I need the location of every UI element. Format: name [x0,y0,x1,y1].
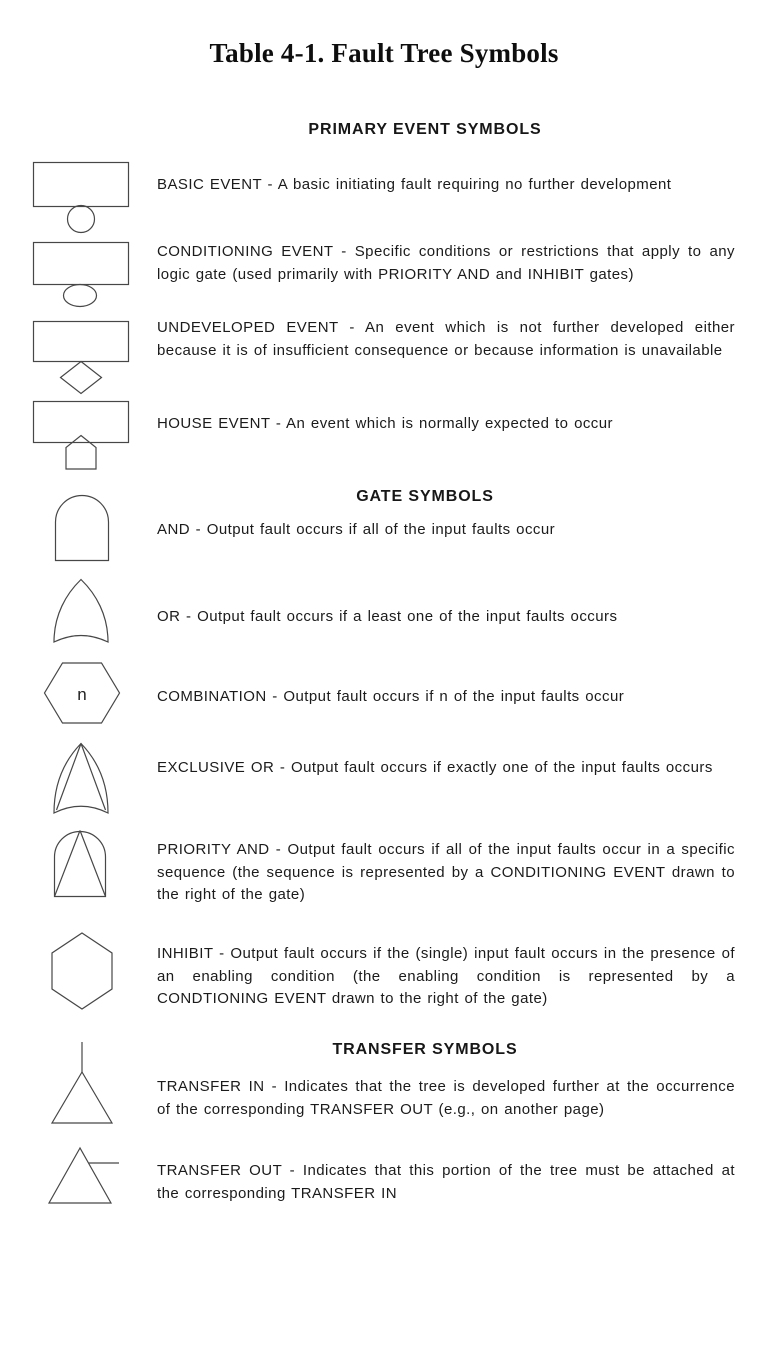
inhibit-gate-hexagon [52,933,112,1009]
or-gate-symbol [52,577,110,645]
symbol-description: CONDITIONING EVENT - Specific conditions or restrictions that apply to any logic gate (used primarily with PRIORITY AND and INHIBIT gates) [157,243,735,283]
symbol-description: UNDEVELOPED EVENT - An event which is not further developed either because it is of insufficient consequence or because information is unavailable [157,319,735,359]
symbol-description: OR - Output fault occurs if a least one of the input faults occurs [157,608,618,625]
symbol-description: EXCLUSIVE OR - Output fault occurs if exactly one of the input faults occurs [157,759,713,776]
undeveloped-event-symbol [33,321,133,395]
exclusive-or-gate-symbol [52,741,110,817]
symbol-description: TRANSFER IN - Indicates that the tree is developed further at the occurrence of the corresponding TRANSFER OUT (e.g., on another page) [157,1078,735,1118]
section-heading-gate-symbols: GATE SYMBOLS [356,488,494,505]
house-event-rect [34,402,129,443]
or-gate-arch [54,580,108,643]
page-title: Table 4-1. Fault Tree Symbols [209,38,559,68]
combination-gate-symbol [42,661,122,725]
symbol-description: COMBINATION - Output fault occurs if n of the input faults occur [157,688,625,705]
priority-and-dome [55,832,106,897]
combination-n-label: n [77,685,87,704]
exclusive-or-inner-lines [57,744,106,811]
priority-and-gate-symbol [52,827,108,899]
basic-event-symbol [33,162,133,234]
priority-and-inner-triangle [55,831,106,897]
transfer-in-triangle [52,1072,112,1123]
exclusive-or-arch [54,744,108,814]
house-event-house [66,436,96,470]
transfer-out-triangle [49,1148,111,1203]
symbol-description: INHIBIT - Output fault occurs if the (single) input fault occurs in the presence of an enabling condition (the enabling condition is represented by a CONDTIONING EVENT drawn to the right of the gate) [157,945,735,1007]
transfer-in-symbol [50,1041,114,1125]
symbol-description: AND - Output fault occurs if all of the input faults occur [157,521,556,538]
conditioning-event-ellipse [64,285,97,307]
symbol-description: BASIC EVENT - A basic initiating fault requiring no further development [157,176,672,193]
conditioning-event-symbol [33,242,133,308]
inhibit-gate-symbol [50,931,114,1011]
symbol-description: TRANSFER OUT - Indicates that this portion of the tree must be attached at the corresponding TRANSFER IN [157,1162,735,1202]
basic-event-circle [68,206,95,233]
transfer-out-symbol [48,1146,122,1206]
and-gate-symbol [53,493,111,563]
symbol-description: PRIORITY AND - Output fault occurs if all of the input faults occur in a specific sequence (the sequence is represented by a CONDITIONING EVENT drawn to the right of the gate) [157,841,735,903]
symbol-description: HOUSE EVENT - An event which is normally expected to occur [157,415,613,432]
conditioning-event-rect [34,243,129,285]
undeveloped-event-rect [34,322,129,362]
section-heading-transfer-symbols: TRANSFER SYMBOLS [332,1041,518,1058]
undeveloped-event-diamond [61,362,102,394]
basic-event-rect [34,163,129,207]
and-gate-dome [56,496,109,561]
section-heading-primary-events: PRIMARY EVENT SYMBOLS [308,121,542,138]
house-event-symbol [33,401,133,471]
